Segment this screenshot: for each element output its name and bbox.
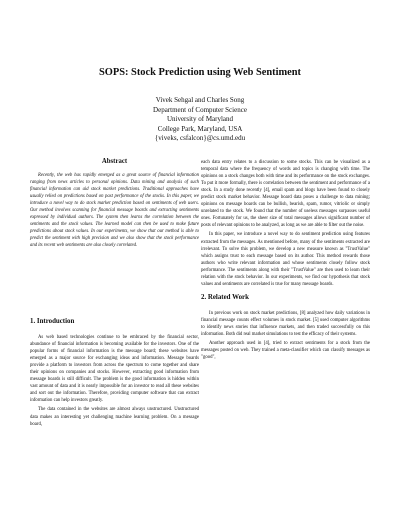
intro-paragraph-1: As web based technologies continue to be embraced by the financial sector, abundance of financial information is becoming available for the investors. One of the popular forms of financial information is the message board; these websites have emerged as a major source for exchanging ideas and information. Message boards provide a platform to investors from across the spectrum to come together and share their opinions on companies and stocks. However, extracting good information from message boards is still difficult. The problem is the good information is hidden within vast amount of data and it is nearly impossible for an investor to read all these websites and sort out the information. Therefore, providing computer software that can extract information can help investors greatly. <box>30 335 199 404</box>
intro-paragraph-3: each data entry relates to a discussion to some stocks. This can be visualized as a temporal data where the frequency of words and topics is changing with time. The opinions on a stock changes both with time and its performance on the stock exchanges. To put it more formally, there is correlation between the sentiment and performance of a stock. In a study done recently [4], email spam and blogs have been found to closely predict stock market behavior. Message board data poses a challenge to data mining; opinions on message boards can be bullish, bearish, spam, rumor, vitriolic or simply unrelated to the stock. We found that the number of useless messages surpasses useful ones. Fortunately for us, the sheer size of total messages allows significant number of posts of relevant opinions to be analyzed, as long as we are able to filter out the noise. <box>201 160 370 229</box>
paper-title: SOPS: Stock Prediction using Web Sentiment <box>99 67 301 78</box>
author-address: College Park, Maryland, USA <box>157 124 243 133</box>
left-column <box>30 158 199 250</box>
related-paragraph-1: In previous work on stock market predictions, [8] analyzed how daily variations in financial message counts effect volumes in stock market. [5] used computer algorithms to identify news stories that influence markets, and then traded successfully on this information. Both did real market simulations to test the efficacy of their systems. <box>201 310 370 337</box>
author-department: Department of Computer Science <box>153 105 247 114</box>
introduction-heading: 1. Introduction <box>30 318 75 325</box>
author-emails: {viveks, csfalcon}@cs.umd.edu <box>154 134 246 143</box>
author-university: University of Maryland <box>166 115 234 124</box>
intro-paragraph-2: The data contained in the websites are almost always unstructured. Unstructured data makes an interesting yet challenging machine learning problem. On a message board, <box>30 407 199 427</box>
intro-paragraph-4: In this paper, we introduce a novel way to do sentiment prediction using features extracted from the messages. As mentioned before, many of the sentiments extracted are irrelevant. To solve this problem, we develop a new measure known as "TrustValue" which assigns trust to each message based on its author. This method rewards those authors who write relevant information and whose sentiments closely follow stock performance. The sentiments along with their "TrustValue" are then used to learn their relation with the stock behavior. In our experiments, we find our hypothesis that stock values and sentiments are correlated is true for many message boards. <box>201 232 370 287</box>
related-work-heading: 2. Related Work <box>201 293 249 301</box>
right-column <box>201 159 370 363</box>
author-block <box>0 96 400 144</box>
abstract-text: Recently, the web has rapidly emerged as a great source of financial information ranging from news articles to personal opinions. Data mining and analysis of such financial information can aid stock market predictions. Traditional approaches have usually relied on predictions based on past performance of the stocks. In this paper, we introduce a novel way to do stock market prediction based on sentiments of web users. Our method involves scanning for financial message boards and extracting sentiments expressed by individual authors. The system then learns the correlation between the sentiments and the stock values. The learned model can then be used to make future predictions about stock values. In our experiments, we show that our method is able to predict the sentiment with high precision and we also show that the stock performance and its recent web sentiments are also closely correlated. <box>30 173 199 249</box>
introduction-section <box>30 318 199 430</box>
author-names: Vivek Sehgal and Charles Song <box>155 96 245 104</box>
abstract-heading: Abstract <box>101 158 128 165</box>
related-paragraph-2: Another approach used in [4], tried to extract sentiments for a stock from the messages posted on web. They trained a meta-classifier which can classify messages as "good", <box>201 341 370 361</box>
